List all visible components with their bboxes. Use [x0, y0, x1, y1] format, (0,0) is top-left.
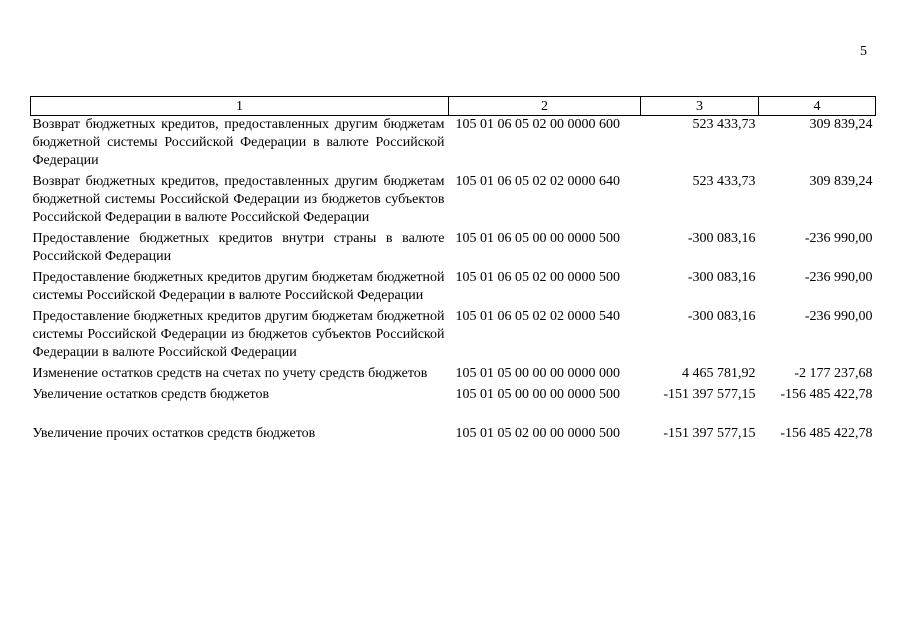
- row-name: Изменение остатков средств на счетах по учету средств бюджетов: [32, 366, 428, 381]
- row-value-col4: -236 990,00: [804, 231, 873, 246]
- row-value-col3: -300 083,16: [687, 309, 756, 324]
- table-row: [31, 116, 876, 174]
- header-col-1: 1: [31, 97, 449, 116]
- table-row: [31, 308, 876, 365]
- row-value-col3: 523 433,73: [692, 117, 756, 132]
- header-col-2: 2: [449, 97, 641, 116]
- row-value-col3: 523 433,73: [692, 174, 756, 189]
- table-row: [31, 173, 876, 230]
- row-code: 105 01 05 02 00 00 0000 500: [455, 426, 620, 441]
- table-row: [31, 365, 876, 386]
- row-value-col4: -236 990,00: [804, 309, 873, 324]
- row-value-col4: 309 839,24: [809, 117, 873, 132]
- table-header: [31, 97, 876, 116]
- row-code: 105 01 06 05 00 00 0000 500: [455, 231, 620, 246]
- row-name: Увеличение прочих остатков средств бюджетов: [32, 426, 316, 441]
- table-row: [31, 269, 876, 308]
- row-name: Предоставление бюджетных кредитов другим бюджетам бюджетной системы Российской Федерации из бюджетов субъектов Российской Федерации в валюте Российской Федерации: [32, 309, 445, 360]
- table-row: [31, 386, 876, 425]
- row-value-col3: 4 465 781,92: [682, 366, 756, 381]
- header-col-3: 3: [641, 97, 759, 116]
- table-row: [31, 425, 876, 443]
- row-name: Предоставление бюджетных кредитов другим бюджетам бюджетной системы Российской Федерации в валюте Российской Федерации: [32, 270, 445, 303]
- row-value-col3: -300 083,16: [687, 231, 756, 246]
- row-value-col4: 309 839,24: [809, 174, 873, 189]
- row-name: Увеличение остатков средств бюджетов: [32, 387, 270, 402]
- header-col-4: 4: [759, 97, 876, 116]
- row-name: Возврат бюджетных кредитов, предоставленных другим бюджетам бюджетной системы Российской Федерации в валюте Российской Федерации: [32, 117, 445, 168]
- row-name: Предоставление бюджетных кредитов внутри страны в валюте Российской Федерации: [32, 231, 445, 264]
- row-code: 105 01 05 00 00 00 0000 500: [455, 387, 620, 402]
- page-number: 5: [860, 44, 867, 59]
- budget-sources-table: [30, 96, 876, 443]
- table-row: [31, 230, 876, 269]
- row-value-col3: -151 397 577,15: [663, 426, 756, 441]
- row-code: 105 01 06 05 02 02 0000 540: [455, 309, 620, 324]
- row-value-col4: -236 990,00: [804, 270, 873, 285]
- row-code: 105 01 06 05 02 00 0000 600: [455, 117, 620, 132]
- row-value-col4: -156 485 422,78: [780, 426, 873, 441]
- row-value-col4: -2 177 237,68: [794, 366, 873, 381]
- row-value-col3: -300 083,16: [687, 270, 756, 285]
- row-value-col4: -156 485 422,78: [780, 387, 873, 402]
- row-code: 105 01 05 00 00 00 0000 000: [455, 366, 620, 381]
- table-body: [31, 116, 876, 444]
- header-row: [31, 97, 876, 116]
- row-code: 105 01 06 05 02 00 0000 500: [455, 270, 620, 285]
- row-name: Возврат бюджетных кредитов, предоставленных другим бюджетам бюджетной системы Российской Федерации из бюджетов субъектов Российской Федерации в валюте Российской Федерации: [32, 174, 445, 225]
- row-value-col3: -151 397 577,15: [663, 387, 756, 402]
- row-code: 105 01 06 05 02 02 0000 640: [455, 174, 620, 189]
